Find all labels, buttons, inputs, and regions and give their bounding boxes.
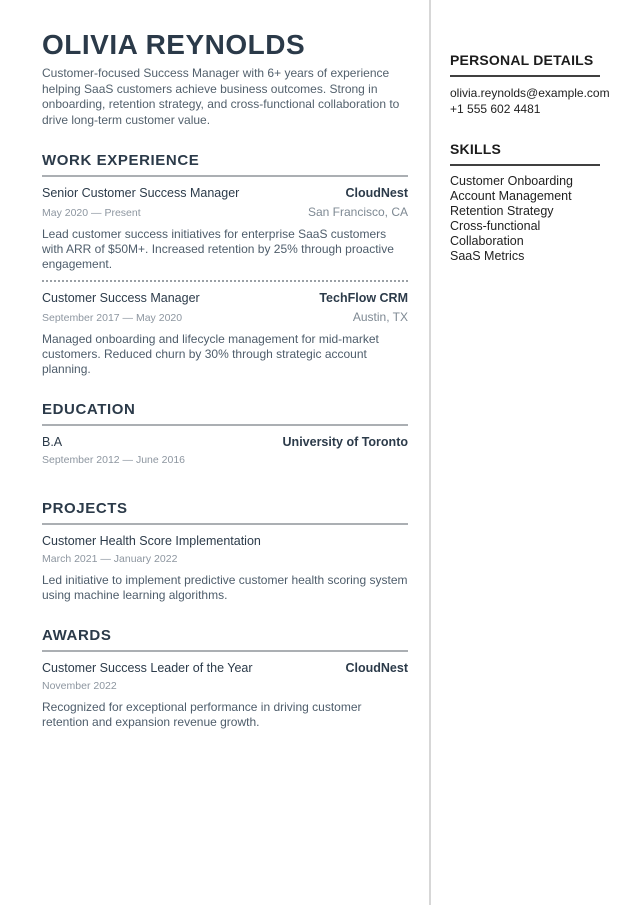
work-entry — [42, 186, 408, 272]
resume-sidebar — [450, 52, 610, 264]
job-title: Senior Customer Success Manager — [42, 186, 240, 200]
degree: B.A — [42, 435, 63, 449]
project-name: Customer Health Score Implementation — [42, 534, 261, 548]
entry-header-row — [42, 534, 408, 548]
job-description: Lead customer success initiatives for enterprise SaaS customers with ARR of $50M+. Increased retention by 25% through proactive engagement. — [42, 227, 394, 271]
section-skills — [450, 141, 600, 264]
job-location: San Francisco, CA — [307, 205, 408, 219]
projects-title: PROJECTS — [42, 500, 408, 525]
candidate-name: OLIVIA REYNOLDS — [42, 29, 306, 60]
entry-header-row — [42, 291, 408, 305]
skills-list — [450, 174, 600, 264]
section-awards — [42, 627, 408, 730]
entry-header-row — [42, 435, 408, 449]
entry-header-row — [42, 661, 408, 675]
company-name: CloudNest — [345, 186, 408, 200]
profile-summary: Customer-focused Success Manager with 6+ years of experience helping SaaS customers achieve business outcomes. Strong in onboarding, retention strategy, and cross-functional collaboration to drive long-term customer value. — [42, 66, 400, 127]
email-value: olivia.reynolds@example.com — [450, 86, 610, 100]
award-description: Recognized for exceptional performance in driving customer retention and expansion revenue growth. — [42, 700, 362, 729]
awards-title: AWARDS — [42, 627, 408, 652]
resume-main-column — [42, 30, 408, 730]
date-range: September 2017 — May 2020 — [42, 312, 183, 324]
section-personal-details — [450, 52, 610, 117]
skill-item: Retention Strategy — [450, 204, 554, 218]
job-title: Customer Success Manager — [42, 291, 200, 305]
entry-meta-row — [42, 310, 408, 324]
entry-meta-row — [42, 454, 408, 466]
personal-details-title: PERSONAL DETAILS — [450, 52, 600, 77]
date-range: November 2022 — [42, 680, 117, 692]
skill-item: SaaS Metrics — [450, 249, 525, 263]
skill-item: Cross-functional Collaboration — [450, 219, 541, 248]
skills-title: SKILLS — [450, 141, 600, 166]
award-name: Customer Success Leader of the Year — [42, 661, 253, 675]
project-entry — [42, 534, 408, 603]
date-range: May 2020 — Present — [42, 207, 141, 219]
job-location: Austin, TX — [352, 310, 408, 324]
skill-item: Customer Onboarding — [450, 174, 573, 188]
company-name: TechFlow CRM — [319, 291, 408, 305]
work-entry — [42, 291, 408, 377]
section-education — [42, 401, 408, 466]
date-range: September 2012 — June 2016 — [42, 454, 186, 466]
entry-meta-row — [42, 553, 408, 565]
date-range: March 2021 — January 2022 — [42, 553, 178, 565]
job-description: Managed onboarding and lifecycle management for mid-market customers. Reduced churn by 30% through strategic account planning. — [42, 332, 379, 376]
education-entry — [42, 435, 408, 466]
dotted-separator — [42, 280, 408, 282]
skill-item: Account Management — [450, 189, 572, 203]
entry-header-row — [42, 186, 408, 200]
entry-meta-row — [42, 680, 408, 692]
section-projects — [42, 500, 408, 603]
school-name: University of Toronto — [282, 435, 408, 449]
work-experience-title: WORK EXPERIENCE — [42, 152, 408, 177]
entry-meta-row — [42, 205, 408, 219]
award-org: CloudNest — [345, 661, 408, 675]
education-title: EDUCATION — [42, 401, 408, 426]
column-divider — [429, 0, 431, 905]
award-entry — [42, 661, 408, 730]
phone-value: +1 555 602 4481 — [450, 102, 541, 116]
section-work-experience — [42, 152, 408, 377]
project-description: Led initiative to implement predictive customer health scoring system using machine learning algorithms. — [42, 573, 408, 602]
